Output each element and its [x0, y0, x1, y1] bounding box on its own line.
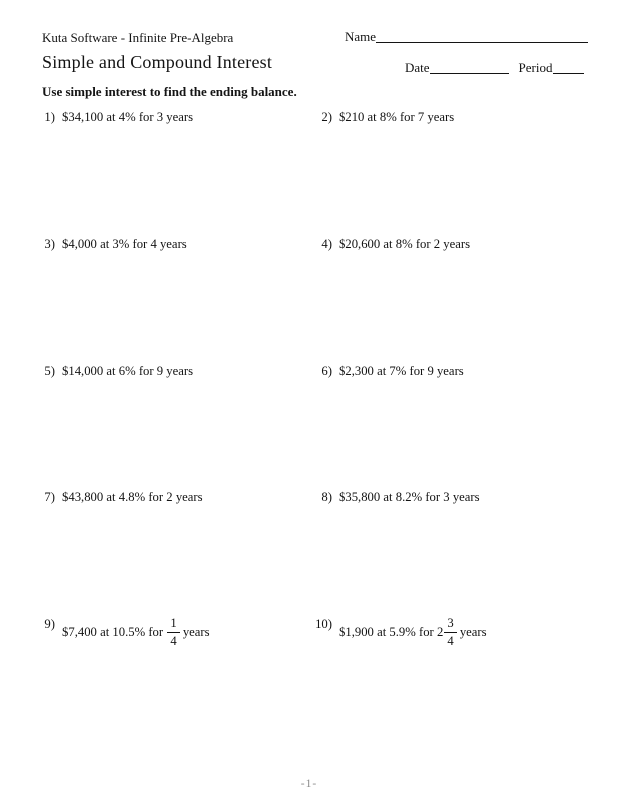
brand-text: Kuta Software - Infinite Pre-Algebra — [42, 30, 234, 45]
problem-text: $4,000 at 3% for 4 years — [62, 237, 187, 251]
problem-text-pre: $1,900 at 5.9% for — [339, 625, 434, 640]
fraction-denominator: 4 — [447, 633, 454, 648]
problem-text-post: years — [459, 625, 487, 640]
fraction — [167, 616, 179, 648]
problem-5 — [31, 364, 308, 490]
problem-text: $2,300 at 7% for 9 years — [339, 364, 464, 378]
instruction-text: Use simple interest to find the ending balance. — [42, 84, 297, 99]
period-label: Period — [518, 60, 553, 75]
fraction-numerator: 3 — [444, 616, 456, 633]
problem-number: 6) — [321, 364, 332, 378]
problem-6 — [308, 364, 587, 490]
name-field — [345, 29, 588, 45]
problem-3 — [31, 237, 308, 364]
problem-number: 7) — [44, 490, 55, 504]
problem-text: $35,800 at 8.2% for 3 years — [339, 490, 480, 504]
problem-9 — [31, 617, 308, 649]
problem-text: $34,100 at 4% for 3 years — [62, 110, 194, 124]
problem-text: $210 at 8% for 7 years — [339, 110, 455, 124]
problem-text-post: years — [182, 625, 210, 640]
fraction-numerator: 1 — [167, 616, 179, 633]
date-label: Date — [405, 60, 430, 75]
problem-2 — [308, 110, 587, 237]
fraction — [444, 616, 456, 648]
problem-text — [62, 617, 210, 649]
problem-number: 2) — [321, 110, 332, 124]
problem-text — [339, 617, 487, 649]
problem-7 — [31, 490, 308, 617]
problem-text-pre: $7,400 at 10.5% for — [62, 625, 164, 640]
problem-number: 10) — [315, 617, 332, 631]
date-period-row — [405, 60, 584, 76]
problem-text: $14,000 at 6% for 9 years — [62, 364, 194, 378]
problem-number: 1) — [44, 110, 55, 124]
problem-10 — [308, 617, 587, 649]
problem-number: 9) — [44, 617, 55, 631]
problem-8 — [308, 490, 587, 617]
name-blank-line — [376, 42, 588, 43]
problem-number: 3) — [44, 237, 55, 251]
date-blank-line — [430, 73, 509, 74]
problem-1 — [31, 110, 308, 237]
problem-text: $43,800 at 4.8% for 2 years — [62, 490, 203, 504]
period-blank-line — [553, 73, 584, 74]
fraction-denominator: 4 — [170, 633, 177, 648]
page-title: Simple and Compound Interest — [42, 52, 273, 72]
problem-number: 5) — [44, 364, 55, 378]
name-label: Name — [345, 29, 377, 44]
problems-grid — [31, 110, 597, 649]
problem-4 — [308, 237, 587, 364]
problem-text: $20,600 at 8% for 2 years — [339, 237, 471, 251]
page-number: -1- — [300, 778, 318, 790]
mixed-number-whole: 2 — [436, 625, 444, 640]
problem-number: 8) — [321, 490, 332, 504]
problem-number: 4) — [321, 237, 332, 251]
